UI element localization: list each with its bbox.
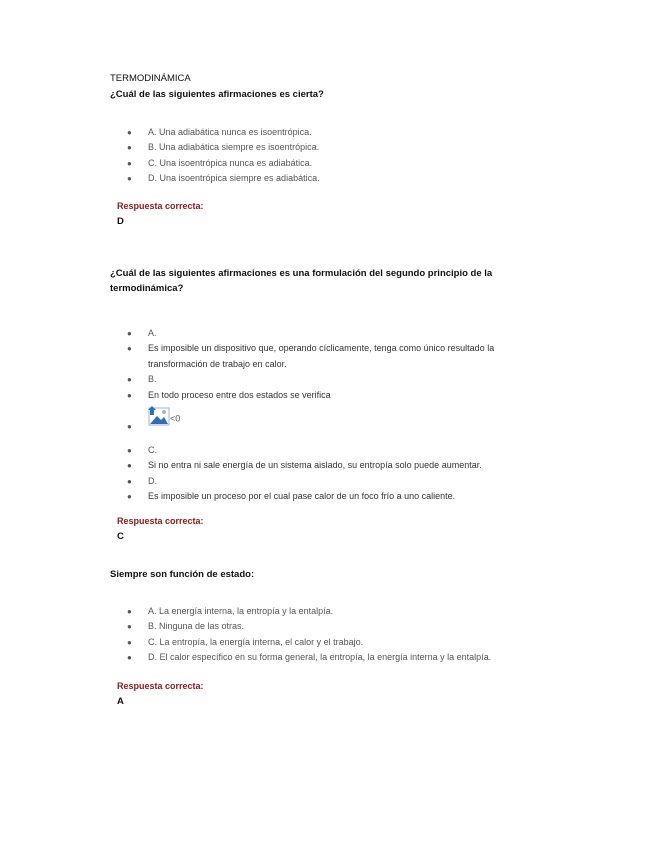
answer-value-3: A [117,696,124,707]
bullet-icon: ● [127,653,132,663]
option-letter: D. [148,475,157,486]
option-2a-letter[interactable] [127,326,494,341]
bullet-icon: ● [127,143,132,153]
image-placeholder-icon [148,405,170,427]
option-letter: C. [148,445,157,456]
bullet-icon: ● [127,158,132,168]
question-1-options [127,125,320,187]
bullet-icon: ● [127,461,132,471]
option-text: D. Una isoentrópica siempre es adiabática. [148,173,320,184]
bullet-icon: ● [127,607,132,616]
question-2-line-1: ¿Cuál de las siguientes afirmaciones es una formulación del segundo principio de la [110,268,493,279]
option-text: En todo proceso entre dos estados se verifica [148,389,331,400]
bullet-icon: ● [127,329,132,338]
option-2b-text[interactable] [127,388,494,403]
bullet-icon: ● [127,622,132,632]
option-text: C. La entropía, la energía interna, el calor y el trabajo. [148,636,364,647]
option-text: Si no entra ni sale energía de un sistema aislado, su entropía solo puede aumentar. [148,460,482,471]
question-2-options [127,326,494,505]
question-3: Siempre son función de estado: [110,569,255,580]
question-3-options [127,604,491,666]
question-1: ¿Cuál de las siguientes afirmaciones es cierta? [110,89,324,100]
answer-label-3: Respuesta correcta: [117,681,204,691]
question-2-line-2: termodinámica? [110,283,184,294]
option-text: A. La energía interna, la entropía y la entalpía. [148,606,334,616]
bullet-icon: ● [127,422,132,432]
option-2a-text[interactable] [127,341,494,372]
option-letter: B. [148,374,157,385]
option-2c-letter[interactable] [127,443,494,458]
option-3a[interactable] [127,604,491,619]
option-1a[interactable] [127,125,320,140]
option-1c[interactable] [127,156,320,171]
bullet-icon: ● [127,174,132,184]
option-text: D. El calor específico en su forma general, la entropía, la energía interna y la entalpía. [148,652,492,663]
answer-label-2: Respuesta correcta: [117,516,204,526]
bullet-icon: ● [127,476,132,486]
option-1b[interactable] [127,140,320,155]
option-text: B. Ninguna de las otras. [148,621,245,632]
option-2c-text[interactable] [127,458,494,473]
bullet-icon: ● [127,375,132,385]
option-text-line-1: Es imposible un dispositivo que, operando cíclicamente, tenga como único resultado la [148,343,495,354]
bullet-icon: ● [127,446,132,456]
option-text: B. Una adiabática siempre es isoentrópica. [148,142,320,153]
bullet-icon: ● [127,637,132,647]
option-2b-formula[interactable] [127,403,494,443]
option-3c[interactable] [127,635,491,650]
option-text: A. Una adiabática nunca es isoentrópica. [148,127,312,137]
answer-value-1: D [117,216,124,227]
option-3d[interactable] [127,650,491,665]
option-2b-letter[interactable] [127,372,494,387]
option-2d-text[interactable] [127,489,494,504]
bullet-icon: ● [127,344,132,354]
option-3b[interactable] [127,619,491,634]
option-1d[interactable] [127,171,320,186]
formula-suffix: <0 [170,413,181,424]
option-2d-letter[interactable] [127,474,494,489]
answer-value-2: C [117,531,124,542]
option-letter: A. [148,328,157,338]
answer-label-1: Respuesta correcta: [117,201,204,211]
option-text-line-2: transformación de trabajo en calor. [148,358,287,369]
bullet-icon: ● [127,492,132,502]
option-text: Es imposible un proceso por el cual pase calor de un foco frío a uno caliente. [148,491,456,502]
document-title: TERMODINÁMICA [110,73,191,84]
option-text: C. Una isoentrópica nunca es adiabática. [148,157,313,168]
bullet-icon: ● [127,390,132,400]
bullet-icon: ● [127,128,132,137]
